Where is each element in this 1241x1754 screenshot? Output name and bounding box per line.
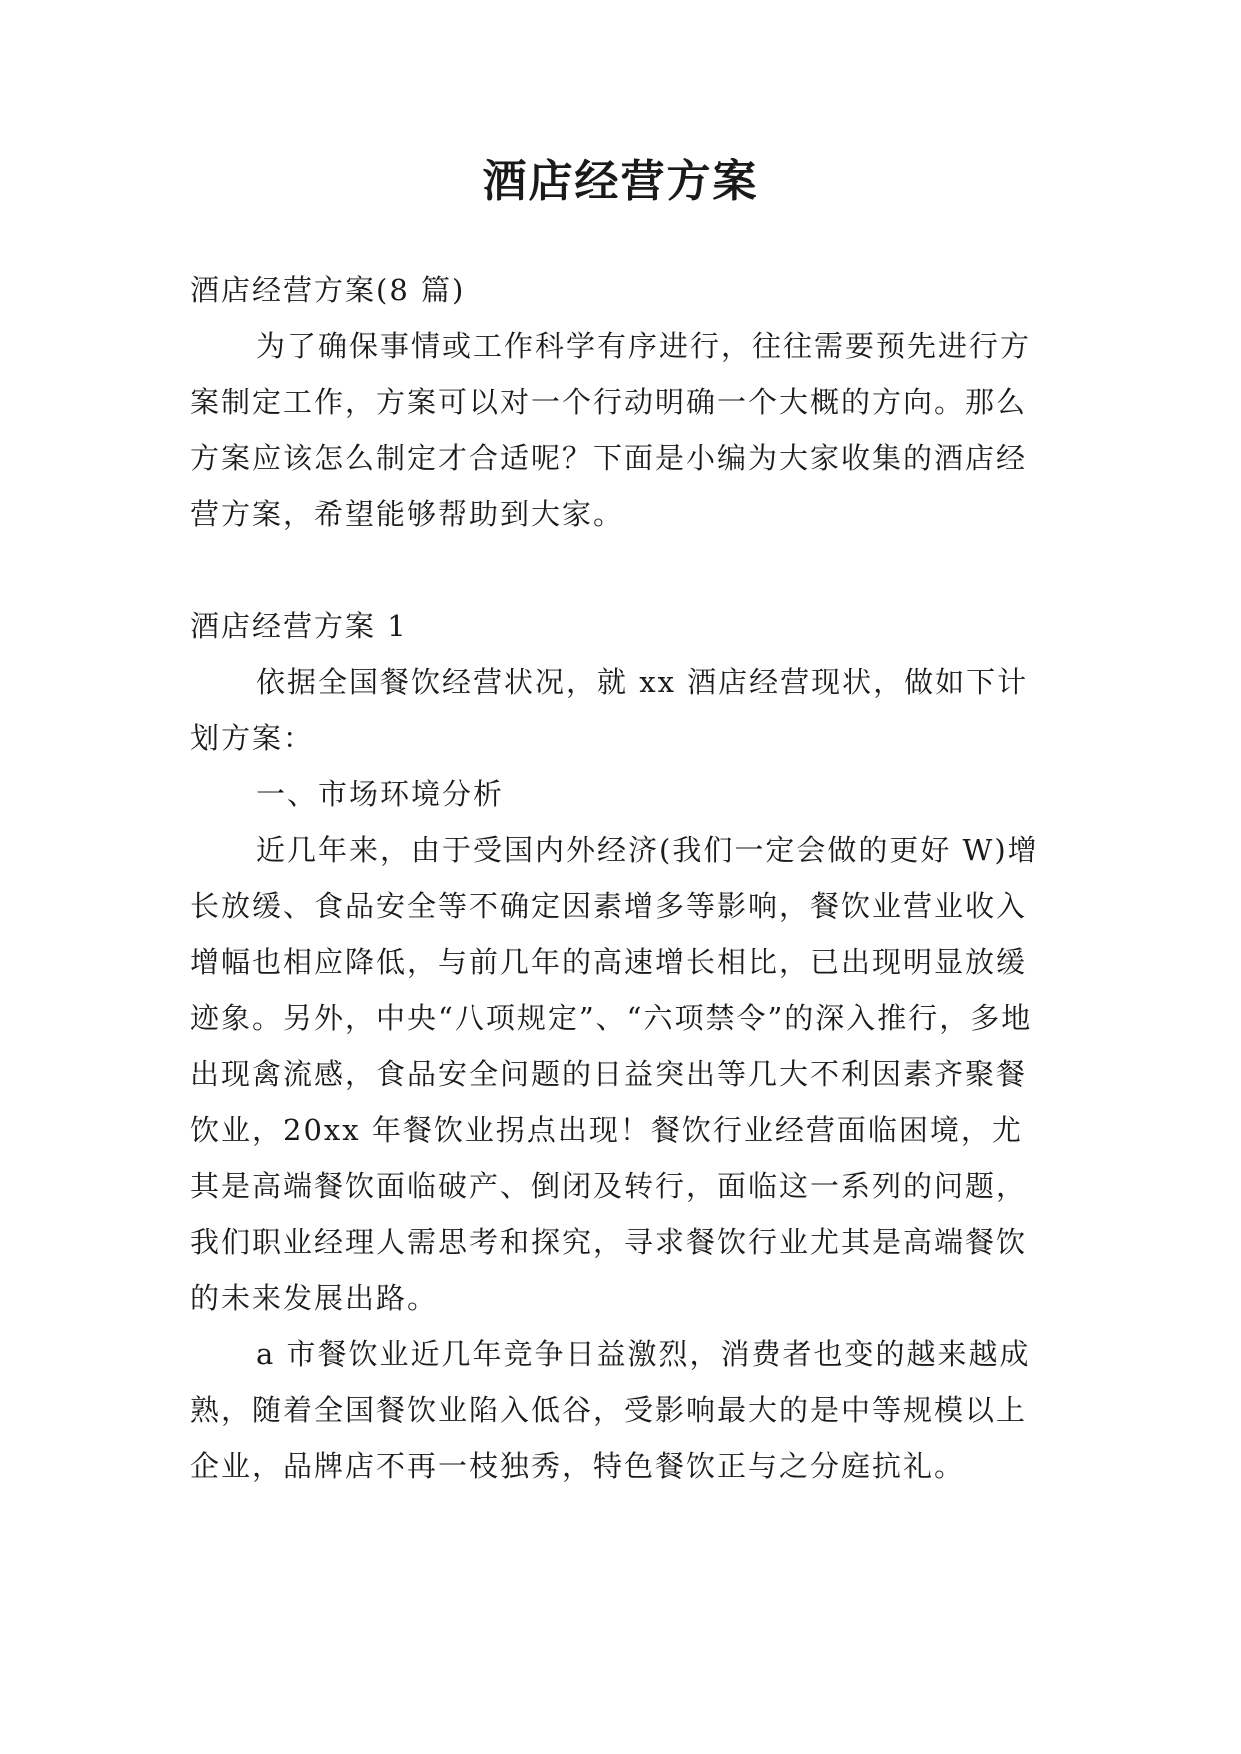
document-subtitle: 酒店经营方案(8 篇) [190,273,466,307]
document-title: 酒店经营方案 [482,156,759,207]
paragraph: 依据全国餐饮经营状况，就 xx 酒店经营现状，做如下计划方案： [190,665,1029,755]
paragraph: 近几年来，由于受国内外经济(我们一定会做的更好 W)增长放缓、食品安全等不确定因素增多等影响，餐饮业营业收入增幅也相应降低，与前几年的高速增长相比，已出现明显放缓迹象。另外，中央“八项规定”、“六项禁令”的深入推行，多地出现禽流感，食品安全问题的日益突出等几大不利因素齐聚餐饮业，20xx 年餐饮业拐点出现！餐饮行业经营面临困境，尤其是高端餐饮面临破产、倒闭及转行，面临这一系列的问题，我们职业经理人需思考和探究，寻求餐饮行业尤其是高端餐饮的未来发展出路。 [190,833,1039,1315]
section-heading: 酒店经营方案 1 [190,609,408,643]
intro-paragraph: 为了确保事情或工作科学有序进行，往往需要预先进行方案制定工作，方案可以对一个行动明确一个大概的方向。那么方案应该怎么制定才合适呢？下面是小编为大家收集的酒店经营方案，希望能够帮助到大家。 [190,329,1032,531]
sub-heading: 一、市场环境分析 [256,777,505,811]
document-body [190,262,1050,1494]
paragraph: a 市餐饮业近几年竞争日益激烈，消费者也变的越来越成熟，随着全国餐饮业陷入低谷，受影响最大的是中等规模以上企业，品牌店不再一枝独秀，特色餐饮正与之分庭抗礼。 [190,1337,1031,1483]
